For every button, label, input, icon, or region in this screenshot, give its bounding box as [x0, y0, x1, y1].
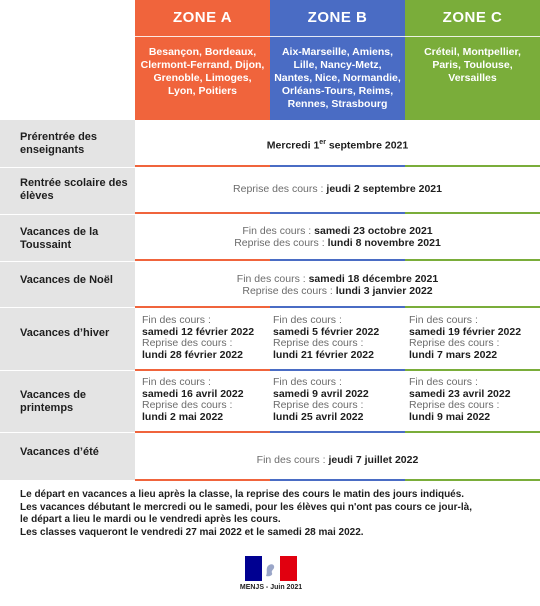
marianne-profile-icon	[262, 556, 280, 581]
tricolor-line	[135, 259, 540, 261]
prerentree-month: septembre 2021	[325, 139, 409, 152]
note-line: le départ a lieu le mardi ou le vendredi après les cours.	[20, 514, 281, 526]
fin-label: Fin des cours :	[409, 376, 478, 388]
row-label-toussaint: Vacances de la Toussaint	[20, 226, 99, 251]
reprise-label: Reprise des cours :	[409, 399, 500, 411]
reprise-date: lundi 21 février 2022	[273, 348, 374, 361]
fin-label: Fin des cours :	[142, 376, 211, 388]
rentree-reprise	[135, 183, 540, 195]
tricolor-line	[135, 369, 540, 371]
noel-fin	[135, 273, 540, 285]
reprise-date: lundi 8 novembre 2021	[327, 237, 441, 249]
ete-fin	[135, 454, 540, 466]
hiver-zone-b	[273, 315, 379, 361]
zone-b-header	[270, 0, 405, 120]
row-divider	[0, 214, 135, 215]
note-line: Les classes vaqueront le vendredi 27 mai 2022 et le samedi 28 mai 2022.	[20, 527, 364, 539]
note-line: Le départ en vacances a lieu après la classe, la reprise des cours le matin des jours indiqués.	[20, 489, 465, 500]
fin-date: samedi 16 avril 2022	[142, 387, 244, 400]
prerentree-day: Mercredi 1	[266, 139, 320, 152]
logo-red-band	[280, 556, 297, 581]
hiver-zone-c	[409, 315, 521, 361]
fin-date: jeudi 7 juillet 2022	[328, 454, 419, 466]
hiver-zone-a	[142, 315, 254, 361]
prerentree-sup: er	[319, 139, 326, 146]
fin-date: samedi 9 avril 2022	[273, 387, 369, 400]
footer-caption: MENJS - Juin 2021	[239, 584, 303, 591]
fin-label: Fin des cours :	[409, 314, 478, 326]
reprise-label: Reprise des cours :	[273, 337, 364, 349]
reprise-date: lundi 7 mars 2022	[409, 348, 498, 361]
reprise-date: jeudi 2 septembre 2021	[326, 183, 442, 195]
reprise-date: lundi 3 janvier 2022	[335, 285, 433, 297]
notes	[20, 489, 530, 540]
reprise-label: Reprise des cours :	[142, 399, 233, 411]
fin-date: samedi 19 février 2022	[409, 325, 522, 338]
fin-label: Fin des cours :	[273, 376, 342, 388]
fin-date: samedi 5 février 2022	[273, 325, 380, 338]
label-column	[0, 120, 135, 480]
fin-label: Fin des cours :	[142, 314, 211, 326]
fin-date: samedi 12 février 2022	[142, 325, 255, 338]
row-divider	[0, 370, 135, 371]
reprise-date: lundi 2 mai 2022	[142, 410, 224, 423]
tricolor-line	[135, 479, 540, 481]
printemps-zone-a	[142, 377, 244, 423]
row-label-rentree: Rentrée scolaire des élèves	[20, 177, 128, 202]
fin-label: Fin des cours :	[273, 314, 342, 326]
row-label-prerentree: Prérentrée des enseignants	[20, 131, 98, 156]
tricolor-line	[135, 212, 540, 214]
fin-date: samedi 23 octobre 2021	[314, 225, 433, 237]
row-label-hiver: Vacances d’hiver	[20, 327, 110, 339]
tricolor-line	[135, 306, 540, 308]
marianne-logo	[245, 556, 297, 581]
reprise-label: Reprise des cours :	[233, 183, 324, 195]
zone-a-header	[135, 0, 270, 120]
tricolor-line	[135, 165, 540, 167]
zone-c-title: ZONE C	[442, 9, 503, 26]
zone-c-header	[405, 0, 540, 120]
reprise-label: Reprise des cours :	[242, 285, 333, 297]
logo-blue-band	[245, 556, 262, 581]
fin-date: samedi 23 avril 2022	[409, 387, 511, 400]
row-label-printemps: Vacances de printemps	[20, 389, 87, 414]
printemps-zone-b	[273, 377, 369, 423]
zone-a-title: ZONE A	[172, 9, 233, 26]
row-label-noel: Vacances de Noël	[20, 274, 113, 286]
reprise-label: Reprise des cours :	[142, 337, 233, 349]
zone-c-cities: Créteil, Montpellier, Paris, Toulouse, Versailles	[424, 46, 521, 84]
zone-b-title: ZONE B	[307, 9, 368, 26]
reprise-date: lundi 9 mai 2022	[409, 410, 491, 423]
toussaint-reprise	[135, 237, 540, 249]
fin-date: samedi 18 décembre 2021	[308, 273, 439, 285]
tricolor-line	[135, 431, 540, 433]
row-divider	[0, 432, 135, 433]
row-divider	[0, 261, 135, 262]
reprise-date: lundi 25 avril 2022	[273, 410, 364, 423]
fin-label: Fin des cours :	[256, 454, 326, 466]
fin-label: Fin des cours :	[242, 225, 312, 237]
noel-reprise	[135, 285, 540, 297]
fin-label: Fin des cours :	[236, 273, 306, 285]
row-divider	[0, 307, 135, 308]
logo-white-band	[262, 556, 280, 581]
row-divider	[0, 167, 135, 168]
zone-a-cities: Besançon, Bordeaux, Clermont-Ferrand, Dijon, Grenoble, Limoges, Lyon, Poitiers	[140, 46, 265, 97]
prerentree-date	[135, 137, 540, 152]
row-label-ete: Vacances d’été	[20, 446, 99, 458]
note-line: Les vacances débutant le mercredi ou le samedi, pour les élèves qui n'ont pas cours ce jour-là,	[20, 501, 472, 513]
reprise-label: Reprise des cours :	[234, 237, 325, 249]
reprise-label: Reprise des cours :	[409, 337, 500, 349]
zone-b-cities: Aix-Marseille, Amiens, Lille, Nancy-Metz, Nantes, Nice, Normandie, Orléans-Tours, Reims, Rennes, Strasbourg	[274, 46, 401, 110]
toussaint-fin	[135, 225, 540, 237]
reprise-label: Reprise des cours :	[273, 399, 364, 411]
printemps-zone-c	[409, 377, 511, 423]
reprise-date: lundi 28 février 2022	[142, 348, 243, 361]
